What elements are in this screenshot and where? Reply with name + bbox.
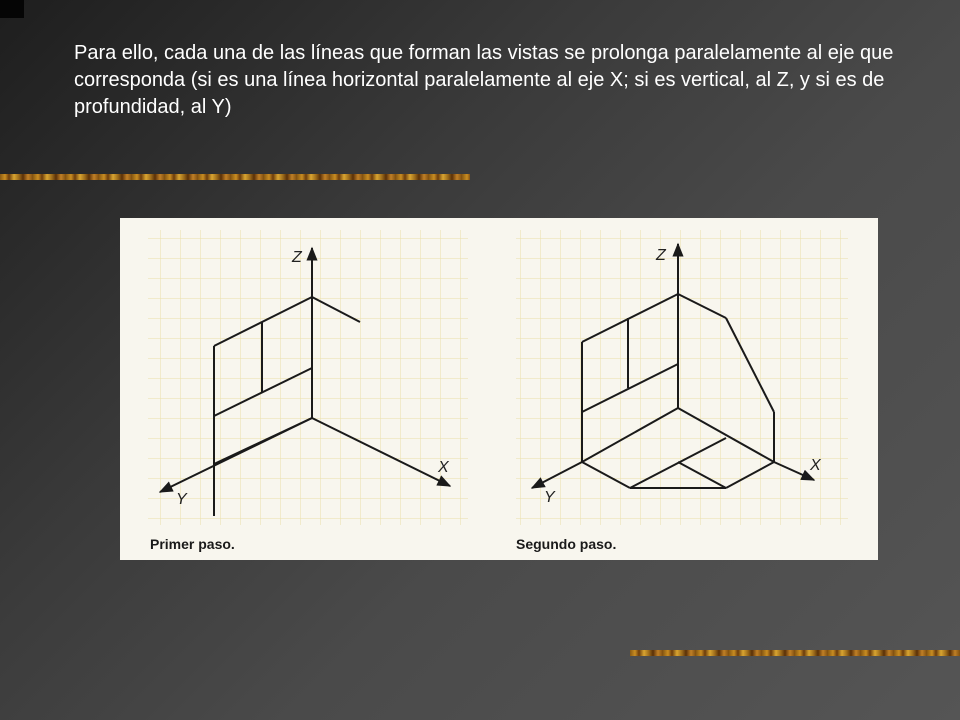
left-label-y: Y xyxy=(176,491,187,508)
left-label-z: Z xyxy=(292,249,302,266)
right-label-z: Z xyxy=(656,247,666,264)
isometric-figure xyxy=(120,218,878,560)
grid-right xyxy=(516,230,848,525)
isometric-drawing xyxy=(120,218,878,560)
caption-segundo-paso: Segundo paso. xyxy=(516,536,617,552)
decorative-stripe-bottom xyxy=(630,650,960,656)
slide-paragraph: Para ello, cada una de las líneas que forman las vistas se prolonga paralelamente al eje que corresponda (si es una línea horizontal paralelamente al eje X; si es vertical, al Z, y si es de profundidad, al Y) xyxy=(74,42,894,118)
right-label-x: X xyxy=(810,457,821,474)
grid-left xyxy=(148,230,468,525)
decorative-stripe-top xyxy=(0,174,470,180)
caption-primer-paso: Primer paso. xyxy=(150,536,235,552)
corner-decoration xyxy=(0,0,24,18)
right-label-y: Y xyxy=(544,489,555,506)
left-label-x: X xyxy=(438,459,449,476)
